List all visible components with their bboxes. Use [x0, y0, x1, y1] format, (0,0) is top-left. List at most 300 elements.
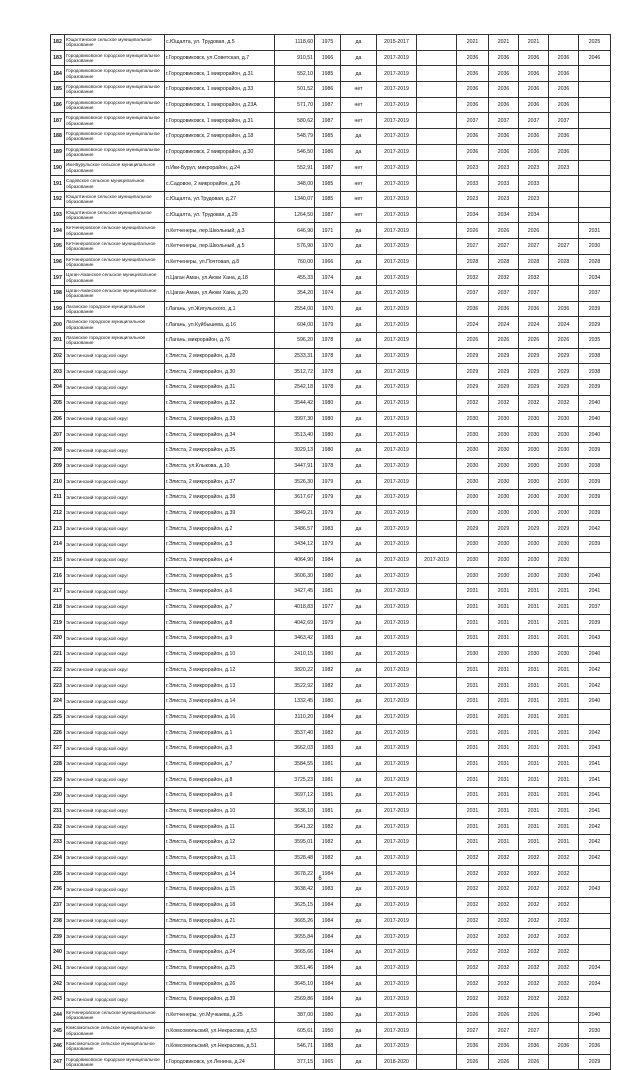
year-2-cell: 2031 [489, 740, 519, 756]
area-cell: 3665,66 [275, 944, 315, 960]
period-extra-cell [417, 82, 457, 98]
year-4-cell: 2029 [549, 521, 579, 537]
table-row [51, 348, 611, 364]
year-4-cell: 2030 [549, 427, 579, 443]
year-1-cell: 2036 [457, 82, 489, 98]
year-2-cell: 2036 [489, 129, 519, 145]
table-row [51, 333, 611, 349]
municipality-cell: Городовиковское городское муниципальное образование [65, 113, 165, 129]
period-cell: 2017-2019 [377, 944, 417, 960]
year-4-cell: 2032 [549, 882, 579, 898]
year-2-cell: 2030 [489, 552, 519, 568]
year-5-cell: 2040 [579, 568, 611, 584]
municipality-cell: Элистинский городской округ [65, 897, 165, 913]
year-3-cell: 2031 [519, 584, 549, 600]
build-year-cell: 1980 [315, 427, 341, 443]
management-cell: да [341, 913, 377, 929]
year-1-cell: 2031 [457, 803, 489, 819]
period-cell: 2017-2019 [377, 521, 417, 537]
year-2-cell: 2031 [489, 631, 519, 647]
municipality-cell: Элистинский городской округ [65, 380, 165, 396]
management-cell: да [341, 568, 377, 584]
period-extra-cell [417, 693, 457, 709]
period-extra-cell [417, 772, 457, 788]
management-cell: да [341, 631, 377, 647]
period-cell: 2017-2019 [377, 693, 417, 709]
address-cell: г.Лагань, микрорайон, д.76 [165, 333, 275, 349]
year-4-cell: 2036 [549, 82, 579, 98]
build-year-cell: 1982 [315, 662, 341, 678]
year-5-cell: 2037 [579, 286, 611, 302]
address-cell: с.Ющалта, ул. Трудовая, д.5 [165, 35, 275, 51]
area-cell: 1264,50 [275, 207, 315, 223]
management-cell: да [341, 395, 377, 411]
area-cell: 3584,55 [275, 756, 315, 772]
year-4-cell: 2036 [549, 66, 579, 82]
year-2-cell: 2029 [489, 364, 519, 380]
year-2-cell: 2023 [489, 191, 519, 207]
period-extra-cell [417, 740, 457, 756]
year-5-cell [579, 129, 611, 145]
management-cell: да [341, 35, 377, 51]
period-extra-cell [417, 788, 457, 804]
row-number: 215 [51, 552, 65, 568]
build-year-cell: 1978 [315, 348, 341, 364]
year-2-cell: 2028 [489, 254, 519, 270]
address-cell: с.Ющалта, ул.Трудовая, д.27 [165, 191, 275, 207]
period-cell: 2017-2019 [377, 788, 417, 804]
management-cell: да [341, 286, 377, 302]
year-4-cell: 2031 [549, 693, 579, 709]
build-year-cell: 1984 [315, 897, 341, 913]
area-cell: 552,10 [275, 66, 315, 82]
area-cell: 348,00 [275, 176, 315, 192]
management-cell: да [341, 427, 377, 443]
period-extra-cell [417, 317, 457, 333]
year-5-cell: 2041 [579, 756, 611, 772]
year-1-cell: 2036 [457, 144, 489, 160]
year-2-cell: 2031 [489, 584, 519, 600]
address-cell: п.Комсомольский, ул.Некрасова, д.51 [165, 1039, 275, 1055]
year-1-cell: 2037 [457, 286, 489, 302]
year-2-cell: 2036 [489, 82, 519, 98]
area-cell: 3544,42 [275, 395, 315, 411]
row-number: 238 [51, 913, 65, 929]
period-extra-cell [417, 129, 457, 145]
management-cell: нет [341, 82, 377, 98]
municipality-cell: Ющалтинское сельское муниципальное образование [65, 35, 165, 51]
year-3-cell: 2032 [519, 991, 549, 1007]
area-cell: 3537,40 [275, 725, 315, 741]
year-1-cell: 2030 [457, 411, 489, 427]
area-cell: 1340,07 [275, 191, 315, 207]
row-number: 204 [51, 380, 65, 396]
period-extra-cell [417, 144, 457, 160]
period-cell: 2017-2019 [377, 960, 417, 976]
row-number: 245 [51, 1023, 65, 1039]
period-cell: 2017-2019 [377, 803, 417, 819]
municipality-cell: Элистинский городской округ [65, 631, 165, 647]
year-3-cell: 2029 [519, 380, 549, 396]
build-year-cell: 1978 [315, 364, 341, 380]
address-cell: г.Элиста, 8 микрорайон, д.3 [165, 740, 275, 756]
table-row [51, 474, 611, 490]
period-extra-cell [417, 976, 457, 992]
area-cell: 548,79 [275, 129, 315, 145]
year-3-cell: 2027 [519, 1023, 549, 1039]
period-extra-cell [417, 709, 457, 725]
year-3-cell: 2036 [519, 301, 549, 317]
build-year-cell: 1977 [315, 599, 341, 615]
year-5-cell [579, 66, 611, 82]
address-cell: г.Элиста, 8 микрорайон, д.10 [165, 803, 275, 819]
build-year-cell: 1986 [315, 144, 341, 160]
area-cell: 3638,42 [275, 882, 315, 898]
year-2-cell: 2032 [489, 929, 519, 945]
municipality-cell: Элистинский городской округ [65, 944, 165, 960]
table-row [51, 1023, 611, 1039]
year-5-cell [579, 929, 611, 945]
period-extra-cell [417, 819, 457, 835]
row-number: 213 [51, 521, 65, 537]
year-4-cell: 2031 [549, 772, 579, 788]
period-extra-cell [417, 1007, 457, 1023]
year-1-cell: 2036 [457, 129, 489, 145]
year-3-cell: 2030 [519, 474, 549, 490]
year-2-cell: 2026 [489, 1007, 519, 1023]
build-year-cell: 1981 [315, 772, 341, 788]
row-number: 201 [51, 333, 65, 349]
year-1-cell: 2029 [457, 521, 489, 537]
year-1-cell: 2031 [457, 693, 489, 709]
area-cell: 3725,23 [275, 772, 315, 788]
area-cell: 3678,22 [275, 866, 315, 882]
year-5-cell [579, 176, 611, 192]
year-1-cell: 2023 [457, 191, 489, 207]
build-year-cell: 1984 [315, 866, 341, 882]
build-year-cell: 1974 [315, 270, 341, 286]
year-3-cell: 2031 [519, 678, 549, 694]
row-number: 225 [51, 709, 65, 725]
address-cell: г.Элиста, 8 микрорайон, д.21 [165, 913, 275, 929]
table-row [51, 129, 611, 145]
period-cell: 2017-2019 [377, 568, 417, 584]
year-4-cell: 2032 [549, 897, 579, 913]
management-cell: да [341, 709, 377, 725]
management-cell: да [341, 333, 377, 349]
year-2-cell: 2030 [489, 568, 519, 584]
year-3-cell: 2036 [519, 129, 549, 145]
year-5-cell: 2029 [579, 1054, 611, 1070]
period-extra-cell [417, 1023, 457, 1039]
period-extra-cell [417, 489, 457, 505]
year-5-cell: 2046 [579, 50, 611, 66]
address-cell: г.Элиста, 2 микрорайон, д.38 [165, 489, 275, 505]
year-2-cell: 2031 [489, 693, 519, 709]
year-1-cell: 2031 [457, 725, 489, 741]
municipality-cell: Элистинский городской округ [65, 646, 165, 662]
year-1-cell: 2032 [457, 897, 489, 913]
year-1-cell: 2036 [457, 1039, 489, 1055]
year-2-cell: 2036 [489, 144, 519, 160]
year-4-cell: 2032 [549, 976, 579, 992]
row-number: 239 [51, 929, 65, 945]
period-cell: 2017-2019 [377, 129, 417, 145]
municipality-cell: Элистинский городской округ [65, 709, 165, 725]
area-cell: 3528,48 [275, 850, 315, 866]
year-2-cell: 2031 [489, 788, 519, 804]
period-cell: 2017-2019 [377, 537, 417, 553]
year-5-cell: 2030 [579, 238, 611, 254]
period-cell: 2017-2019 [377, 489, 417, 505]
year-4-cell: 2030 [549, 646, 579, 662]
row-number: 210 [51, 474, 65, 490]
year-1-cell: 2031 [457, 615, 489, 631]
management-cell: да [341, 976, 377, 992]
year-4-cell: 2030 [549, 568, 579, 584]
year-4-cell: 2028 [549, 254, 579, 270]
year-3-cell: 2030 [519, 646, 549, 662]
table-row [51, 301, 611, 317]
address-cell: п.Ики-Бурул, микрорайон, д.24 [165, 160, 275, 176]
municipality-cell: Городовиковское городское муниципальное образование [65, 1054, 165, 1070]
period-cell: 2017-2019 [377, 976, 417, 992]
row-number: 235 [51, 866, 65, 882]
build-year-cell: 1966 [315, 50, 341, 66]
year-1-cell: 2027 [457, 1023, 489, 1039]
management-cell: да [341, 819, 377, 835]
period-extra-cell [417, 270, 457, 286]
period-extra-cell [417, 631, 457, 647]
management-cell: да [341, 850, 377, 866]
year-3-cell: 2031 [519, 725, 549, 741]
management-cell: нет [341, 176, 377, 192]
municipality-cell: Элистинский городской округ [65, 866, 165, 882]
area-cell: 4064,90 [275, 552, 315, 568]
period-cell: 2017-2019 [377, 333, 417, 349]
year-4-cell: 2036 [549, 97, 579, 113]
period-extra-cell: 2017-2019 [417, 552, 457, 568]
row-number: 242 [51, 976, 65, 992]
area-cell: 546,71 [275, 1039, 315, 1055]
table-row [51, 364, 611, 380]
address-cell: г.Городовиковск, ул.Советская, д.7 [165, 50, 275, 66]
period-cell: 2017-2019 [377, 66, 417, 82]
year-2-cell: 2037 [489, 113, 519, 129]
area-cell: 580,62 [275, 113, 315, 129]
build-year-cell: 1984 [315, 709, 341, 725]
year-4-cell: 2032 [549, 991, 579, 1007]
row-number: 188 [51, 129, 65, 145]
area-cell: 3665,26 [275, 913, 315, 929]
period-extra-cell [417, 646, 457, 662]
row-number: 183 [51, 50, 65, 66]
table-row [51, 850, 611, 866]
year-1-cell: 2030 [457, 489, 489, 505]
area-cell: 2554,00 [275, 301, 315, 317]
row-number: 186 [51, 97, 65, 113]
management-cell: да [341, 944, 377, 960]
period-cell: 2017-2019 [377, 631, 417, 647]
build-year-cell: 1980 [315, 568, 341, 584]
address-cell: г.Лагань, ул.Куйбышева, д.16 [165, 317, 275, 333]
build-year-cell: 1975 [315, 35, 341, 51]
row-number: 233 [51, 835, 65, 851]
area-cell: 3595,01 [275, 835, 315, 851]
year-5-cell: 2025 [579, 35, 611, 51]
table-row [51, 615, 611, 631]
period-extra-cell [417, 599, 457, 615]
management-cell: да [341, 474, 377, 490]
address-cell: г.Элиста, 8 микрорайон, д.24 [165, 944, 275, 960]
row-number: 218 [51, 599, 65, 615]
year-1-cell: 2026 [457, 333, 489, 349]
period-extra-cell [417, 254, 457, 270]
table-row [51, 788, 611, 804]
year-2-cell: 2026 [489, 223, 519, 239]
management-cell: да [341, 646, 377, 662]
build-year-cell: 1981 [315, 756, 341, 772]
area-cell: 455,33 [275, 270, 315, 286]
municipality-cell: Элистинский городской округ [65, 756, 165, 772]
period-cell: 2017-2019 [377, 913, 417, 929]
row-number: 223 [51, 678, 65, 694]
table-row [51, 521, 611, 537]
year-4-cell [549, 207, 579, 223]
year-2-cell: 2031 [489, 725, 519, 741]
table-row [51, 411, 611, 427]
municipality-cell: Элистинский городской округ [65, 976, 165, 992]
row-number: 226 [51, 725, 65, 741]
year-4-cell: 2036 [549, 301, 579, 317]
period-extra-cell [417, 395, 457, 411]
build-year-cell: 1980 [315, 442, 341, 458]
municipality-cell: Элистинский городской округ [65, 489, 165, 505]
build-year-cell: 1979 [315, 537, 341, 553]
table-row [51, 599, 611, 615]
year-3-cell: 2032 [519, 960, 549, 976]
year-4-cell: 2030 [549, 505, 579, 521]
year-3-cell: 2029 [519, 348, 549, 364]
period-cell: 2017-2019 [377, 474, 417, 490]
address-cell: г.Элиста, 8 микрорайон, д.25 [165, 960, 275, 976]
municipality-cell: Элистинский городской округ [65, 835, 165, 851]
year-4-cell: 2036 [549, 1039, 579, 1055]
build-year-cell: 1987 [315, 160, 341, 176]
area-cell: 3625,15 [275, 897, 315, 913]
year-4-cell [549, 270, 579, 286]
municipality-cell: Элистинский городской округ [65, 599, 165, 615]
area-cell: 3029,13 [275, 442, 315, 458]
year-4-cell: 2026 [549, 333, 579, 349]
municipality-cell: Садовское сельское муниципальное образование [65, 176, 165, 192]
period-extra-cell [417, 521, 457, 537]
row-number: 230 [51, 788, 65, 804]
municipality-cell: Элистинский городской округ [65, 537, 165, 553]
year-4-cell: 2032 [549, 929, 579, 945]
area-cell: 377,15 [275, 1054, 315, 1070]
year-2-cell: 2030 [489, 442, 519, 458]
year-2-cell: 2036 [489, 50, 519, 66]
municipality-cell: Элистинский городской округ [65, 991, 165, 1007]
year-3-cell: 2031 [519, 756, 549, 772]
area-cell: 3110,20 [275, 709, 315, 725]
address-cell: г.Элиста, 3 микрорайон, д.16 [165, 709, 275, 725]
year-4-cell: 2027 [549, 238, 579, 254]
row-number: 208 [51, 442, 65, 458]
address-cell: г.Элиста, 3 микрорайон, д.10 [165, 646, 275, 662]
year-4-cell: 2037 [549, 113, 579, 129]
build-year-cell: 1981 [315, 788, 341, 804]
period-extra-cell [417, 160, 457, 176]
year-3-cell: 2031 [519, 693, 549, 709]
period-extra-cell [417, 662, 457, 678]
table-row [51, 113, 611, 129]
address-cell: г.Элиста, 3 микрорайон, д.13 [165, 678, 275, 694]
row-number: 198 [51, 286, 65, 302]
year-3-cell: 2036 [519, 82, 549, 98]
municipality-cell: Ющалтинское сельское муниципальное образование [65, 207, 165, 223]
year-3-cell: 2030 [519, 505, 549, 521]
municipality-cell: Элистинский городской округ [65, 364, 165, 380]
year-2-cell: 2032 [489, 897, 519, 913]
year-3-cell: 2034 [519, 207, 549, 223]
year-5-cell: 2038 [579, 364, 611, 380]
year-2-cell: 2031 [489, 678, 519, 694]
management-cell: да [341, 411, 377, 427]
row-number: 200 [51, 317, 65, 333]
address-cell: г.Городовиковск, 1 микрорайон, д.31 [165, 113, 275, 129]
period-extra-cell [417, 960, 457, 976]
year-2-cell: 2031 [489, 803, 519, 819]
row-number: 182 [51, 35, 65, 51]
municipality-cell: Элистинский городской округ [65, 803, 165, 819]
area-cell: 4018,83 [275, 599, 315, 615]
year-1-cell: 2031 [457, 819, 489, 835]
year-3-cell: 2030 [519, 458, 549, 474]
area-cell: 3512,72 [275, 364, 315, 380]
table-row [51, 489, 611, 505]
table-row [51, 929, 611, 945]
address-cell: г.Элиста, 2 микрорайон, д.32 [165, 395, 275, 411]
year-4-cell: 2031 [549, 631, 579, 647]
build-year-cell: 1987 [315, 97, 341, 113]
year-1-cell: 2030 [457, 568, 489, 584]
year-5-cell [579, 897, 611, 913]
area-cell: 387,00 [275, 1007, 315, 1023]
year-5-cell: 2039 [579, 537, 611, 553]
row-number: 192 [51, 191, 65, 207]
table-row [51, 1054, 611, 1070]
table-row [51, 568, 611, 584]
table-row [51, 897, 611, 913]
period-extra-cell [417, 50, 457, 66]
build-year-cell: 1982 [315, 678, 341, 694]
year-2-cell: 2032 [489, 270, 519, 286]
period-cell: 2017-2019 [377, 1023, 417, 1039]
year-4-cell [549, 286, 579, 302]
year-2-cell: 2030 [489, 537, 519, 553]
year-1-cell: 2032 [457, 913, 489, 929]
year-1-cell: 2030 [457, 474, 489, 490]
year-4-cell: 2023 [549, 160, 579, 176]
year-3-cell: 2031 [519, 772, 549, 788]
address-cell: г.Городовиковск, 1 микрорайон, д.31 [165, 66, 275, 82]
period-cell: 2017-2019 [377, 411, 417, 427]
year-1-cell: 2032 [457, 850, 489, 866]
row-number: 211 [51, 489, 65, 505]
year-1-cell: 2037 [457, 113, 489, 129]
